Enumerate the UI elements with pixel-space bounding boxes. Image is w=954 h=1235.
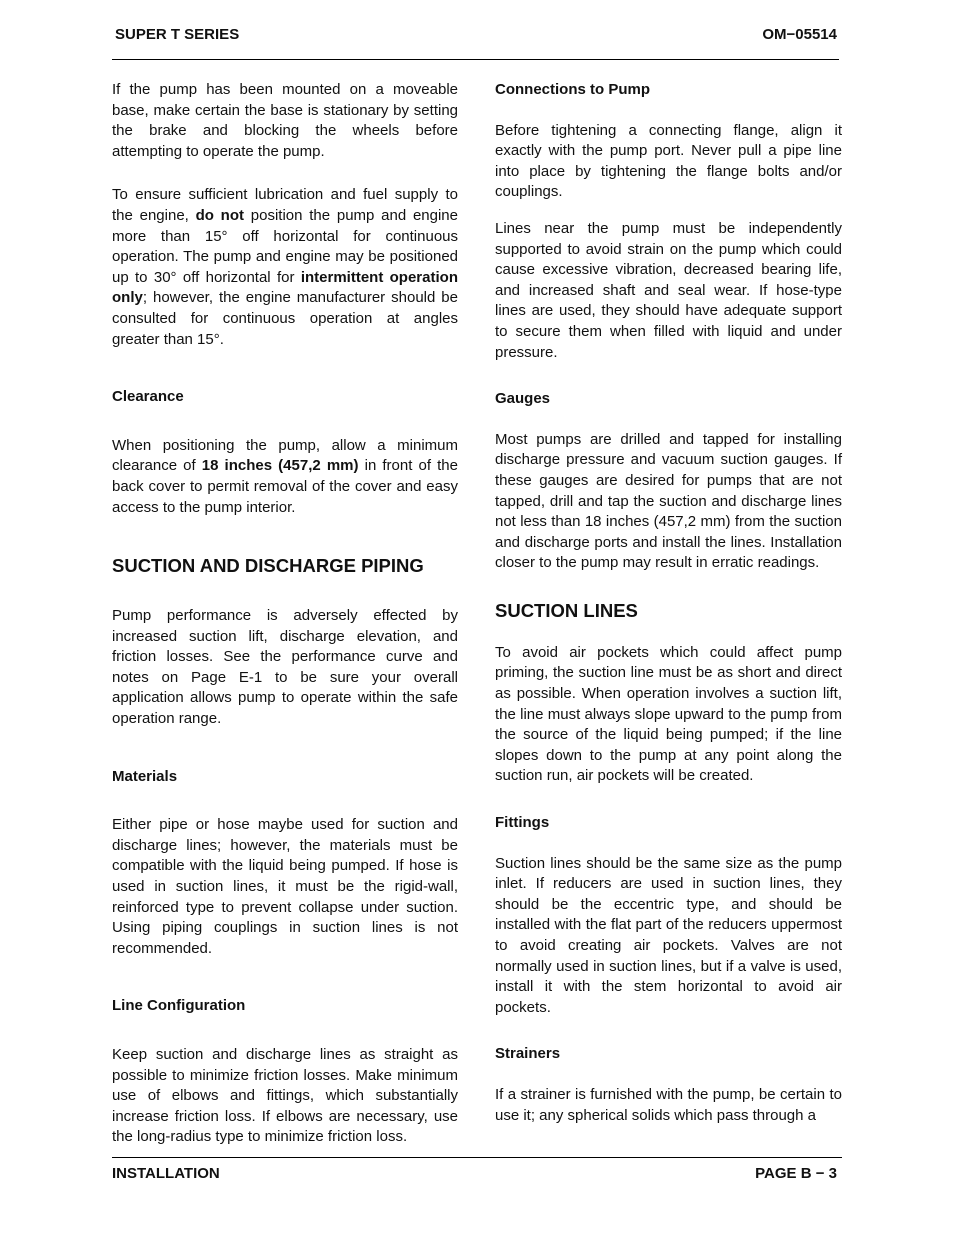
paragraph-line-configuration: Keep suction and discharge lines as straight as possible to minimize friction losses. Make minimum use of elbows and fittings, which substantially increase friction loss. If elbows are necessary, use the long-radius type to minimize friction loss. [112, 1046, 458, 1146]
paragraph-suction-lines: To avoid air pockets which could affect pump priming, the suction line must be as short and direct as possible. When operation involves a suction lift, the line must always slope upward to the pump from the source of the liquid being pumped; if the line slopes down to the pump at any point along the suction run, air pockets will be created. [495, 643, 842, 785]
paragraph-fittings: Suction lines should be the same size as the pump inlet. If reducers are used in suction lines, they should be the eccentric type, and should be installed with the flat part of the reducers uppermost to avoid creating air pockets. Valves are not normally used in suction lines, but if a valve is used, install it with the stem horizontal to avoid air pockets. [495, 854, 842, 1016]
footer-section-title: INSTALLATION [112, 1165, 220, 1182]
page-header [115, 26, 837, 43]
heading-materials: Materials [112, 767, 178, 785]
footer-page-number: PAGE B − 3 [755, 1165, 837, 1182]
footer-rule [112, 1157, 842, 1158]
heading-suction-lines: SUCTION LINES [495, 599, 638, 621]
paragraph-lubrication: To ensure sufficient lubrication and fuel supply to the engine, do not position the pump and engine more than 15° off horizontal for continuous operation. The pump and engine may be positioned up to 30° off horizontal for intermittent operation only; however, the engine manufacturer should be consulted for continuous operation at angles greater than 15°. [112, 186, 458, 348]
left-column [112, 80, 458, 1148]
header-rule [112, 59, 839, 60]
heading-fittings: Fittings [495, 814, 550, 832]
right-column [495, 80, 842, 1126]
paragraph-line-support: Lines near the pump must be independently supported to avoid strain on the pump which could cause excessive vibration, decreased bearing life, and increased shaft and seal wear. If hose-type lines are used, they should have adequate support to secure them when filled with liquid and under pressure. [495, 219, 842, 361]
paragraph-materials: Either pipe or hose maybe used for suction and discharge lines; however, the materials must be compatible with the liquid being pumped. If hose is used in suction lines, it must be the rigid-wall, reinforced type to prevent collapse under suction. Using piping couplings in suction lines is not recommended. [112, 816, 458, 957]
paragraph-strainers: If a strainer is furnished with the pump, be certain to use it; any spherical solids which pass through a [495, 1085, 842, 1124]
heading-connections-to-pump: Connections to Pump [495, 81, 650, 98]
page-footer [112, 1165, 837, 1182]
heading-gauges: Gauges [495, 390, 551, 408]
heading-suction-discharge-piping: SUCTION AND DISCHARGE PIPING [112, 555, 424, 577]
header-document-number: OM−05514 [762, 26, 837, 43]
paragraph-connecting-flange: Before tightening a connecting flange, align it exactly with the pump port. Never pull a pipe line into place by tightening the flange bolts and/or couplings. [495, 121, 842, 201]
paragraph-clearance: When positioning the pump, allow a minimum clearance of 18 inches (457,2 mm) in front of the back cover to permit removal of the cover and easy access to the pump interior. [112, 436, 458, 516]
header-series-title: SUPER T SERIES [115, 26, 240, 43]
heading-strainers: Strainers [495, 1045, 561, 1063]
paragraph-pump-performance: Pump performance is adversely effected by increased suction lift, discharge elevation, and friction losses. See the performance curve and notes on Page E-1 to be sure your overall application allows pump to operate within the safe operation range. [112, 607, 458, 728]
heading-line-configuration: Line Configuration [112, 997, 246, 1015]
paragraph-moveable-base: If the pump has been mounted on a moveable base, make certain the base is stationary by setting the brake and blocking the wheels before attempting to operate the pump. [112, 81, 458, 160]
paragraph-gauges: Most pumps are drilled and tapped for installing discharge pressure and vacuum suction gauges. If these gauges are desired for pumps that are not tapped, drill and tap the suction and discharge lines not less than 18 inches (457,2 mm) from the suction and discharge ports and install the lines. Installation closer to the pump may result in erratic readings. [495, 430, 842, 572]
heading-clearance: Clearance [112, 388, 184, 406]
